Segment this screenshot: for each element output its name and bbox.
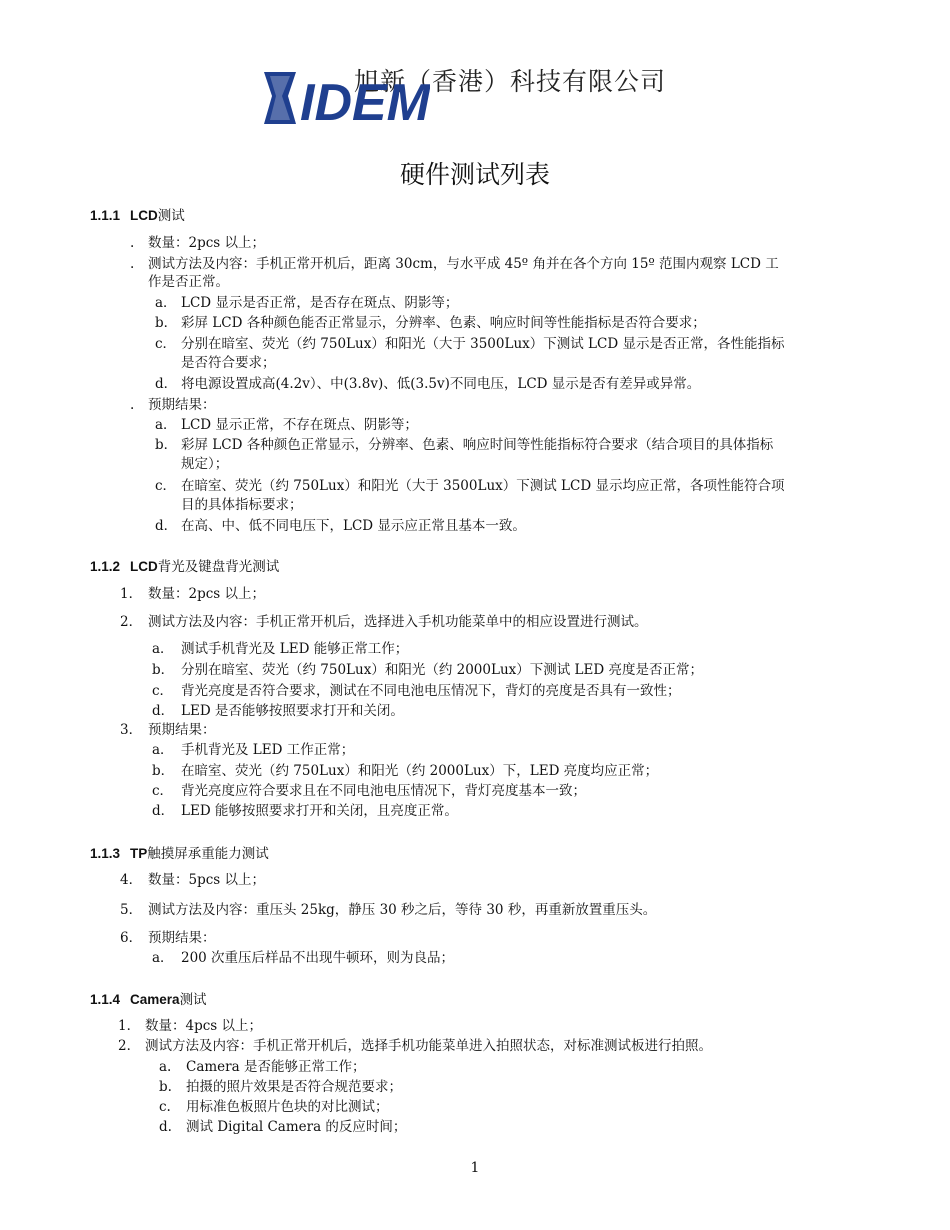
sub-marker: c． <box>155 336 177 352</box>
sub-item: 在暗室、荧光（约 750Lux）和阳光（大于 3500Lux）下测试 LCD 显示均应正常，各项性能符合项 <box>181 478 785 494</box>
list-marker: 2． <box>120 614 143 630</box>
list-item: 测试方法及内容：重压头 25kg，静压 30 秒之后，等待 30 秒，再重新放置重压头。 <box>148 902 657 918</box>
sub-marker: b． <box>155 437 178 453</box>
sub-marker: b. <box>159 1079 172 1095</box>
sub-marker: b． <box>152 763 175 779</box>
sub-item: 背光亮度是否符合要求，测试在不同电池电压情况下，背灯的亮度是否具有一致性； <box>181 683 681 699</box>
sub-item: 在暗室、荧光（约 750Lux）和阳光（约 2000Lux）下，LED 亮度均应正常； <box>181 763 659 779</box>
sub-item: 彩屏 LCD 各种颜色正常显示，分辨率、色素、响应时间等性能指标符合要求（结合项目的具体指标 <box>181 437 774 453</box>
sub-item: LCD 显示正常，不存在斑点、阴影等； <box>181 417 418 433</box>
list-marker: 5． <box>120 902 143 918</box>
list-item-continuation: 作是否正常。 <box>148 274 229 290</box>
sub-marker: d. <box>159 1119 172 1135</box>
list-item: 预期结果： <box>148 722 216 738</box>
section-heading-backlight-test: 1.1.2 LCD背光及键盘背光测试 <box>90 559 280 575</box>
list-item: 预期结果： <box>148 930 216 946</box>
sub-marker: d． <box>152 803 175 819</box>
sub-item: 用标准色板照片色块的对比测试； <box>186 1099 389 1115</box>
sub-item: 200 次重压后样品不出现牛顿环，则为良品； <box>181 950 455 966</box>
section-heading-touch-panel-test: 1.1.3 TP触摸屏承重能力测试 <box>90 846 269 862</box>
sub-marker: a． <box>155 295 177 311</box>
sub-marker: b． <box>155 315 178 331</box>
sub-item: 拍摄的照片效果是否符合规范要求； <box>186 1079 402 1095</box>
sub-marker: b． <box>152 662 175 678</box>
list-item: 测试方法及内容：手机正常开机后，选择手机功能菜单进入拍照状态，对标准测试板进行拍照。 <box>145 1038 712 1054</box>
sub-item: 背光亮度应符合要求且在不同电池电压情况下，背灯亮度基本一致； <box>181 783 586 799</box>
list-marker: 1． <box>120 586 143 602</box>
sub-marker: c. <box>159 1099 171 1115</box>
list-item: 数量：2pcs 以上； <box>148 586 266 602</box>
sub-item-continuation: 是否符合要求； <box>181 355 276 371</box>
sub-item: 分别在暗室、荧光（约 750Lux）和阳光（大于 3500Lux）下测试 LCD 显示是否正常，各性能指标 <box>181 336 785 352</box>
sub-item: Camera 是否能够正常工作； <box>186 1059 366 1075</box>
logo-text: IDEM <box>300 74 430 126</box>
section-heading-lcd-test: 1.1.1 LCD测试 <box>90 208 185 224</box>
sub-item: LCD 显示是否正常，是否存在斑点、阴影等； <box>181 295 459 311</box>
sub-marker: a． <box>155 417 177 433</box>
list-item: 数量：5pcs 以上； <box>148 872 266 888</box>
sub-item: LED 是否能够按照要求打开和关闭。 <box>181 703 404 719</box>
sub-item: 分别在暗室、荧光（约 750Lux）和阳光（约 2000Lux）下测试 LED 亮度是否正常； <box>181 662 703 678</box>
sub-item: LED 能够按照要求打开和关闭，且亮度正常。 <box>181 803 458 819</box>
document-title: 硬件测试列表 <box>399 160 550 189</box>
list-marker: 2． <box>118 1038 141 1054</box>
sub-item: 彩屏 LCD 各种颜色能否正常显示，分辨率、色素、响应时间等性能指标是否符合要求； <box>181 315 706 331</box>
sub-marker: d． <box>155 376 178 392</box>
sub-marker: a． <box>152 950 174 966</box>
list-marker: 3． <box>120 722 143 738</box>
sub-marker: d． <box>155 518 178 534</box>
sub-marker: a. <box>159 1059 172 1075</box>
list-item: 测试方法及内容：手机正常开机后，距离 30cm，与水平成 45º 角并在各个方向 15º 范围内观察 LCD 工 <box>148 256 779 272</box>
list-marker: . <box>130 235 135 251</box>
page-number: 1 <box>470 1160 480 1176</box>
sub-item: 测试 Digital Camera 的反应时间； <box>186 1119 407 1135</box>
list-item: 数量：2pcs 以上； <box>148 235 266 251</box>
sub-item: 在高、中、低不同电压下，LCD 显示应正常且基本一致。 <box>181 518 526 534</box>
sub-marker: c． <box>152 683 174 699</box>
sub-marker: d． <box>152 703 175 719</box>
list-marker: 1． <box>118 1018 141 1034</box>
sub-marker: c． <box>155 478 177 494</box>
list-marker: . <box>130 256 135 272</box>
sub-item: 测试手机背光及 LED 能够正常工作； <box>181 641 409 657</box>
list-marker: 4． <box>120 872 143 888</box>
list-item: 预期结果： <box>148 397 216 413</box>
idem-logo <box>262 70 430 126</box>
company-name: 旭新（香港）科技有限公司 <box>354 67 667 96</box>
sub-marker: c． <box>152 783 174 799</box>
list-marker: 6． <box>120 930 143 946</box>
sub-item-continuation: 目的具体指标要求； <box>181 497 303 513</box>
sub-marker: a． <box>152 641 174 657</box>
list-item: 测试方法及内容：手机正常开机后，选择进入手机功能菜单中的相应设置进行测试。 <box>148 614 648 630</box>
section-heading-camera-test: 1.1.4 Camera测试 <box>90 992 207 1008</box>
sub-item: 将电源设置成高(4.2v）、中(3.8v)、低(3.5v)不同电压，LCD 显示是否有差异或异常。 <box>181 376 701 392</box>
sub-item-continuation: 规定）； <box>181 456 229 472</box>
sub-marker: a． <box>152 742 174 758</box>
sub-item: 手机背光及 LED 工作正常； <box>181 742 355 758</box>
list-marker: . <box>130 397 135 413</box>
list-item: 数量：4pcs 以上； <box>145 1018 263 1034</box>
